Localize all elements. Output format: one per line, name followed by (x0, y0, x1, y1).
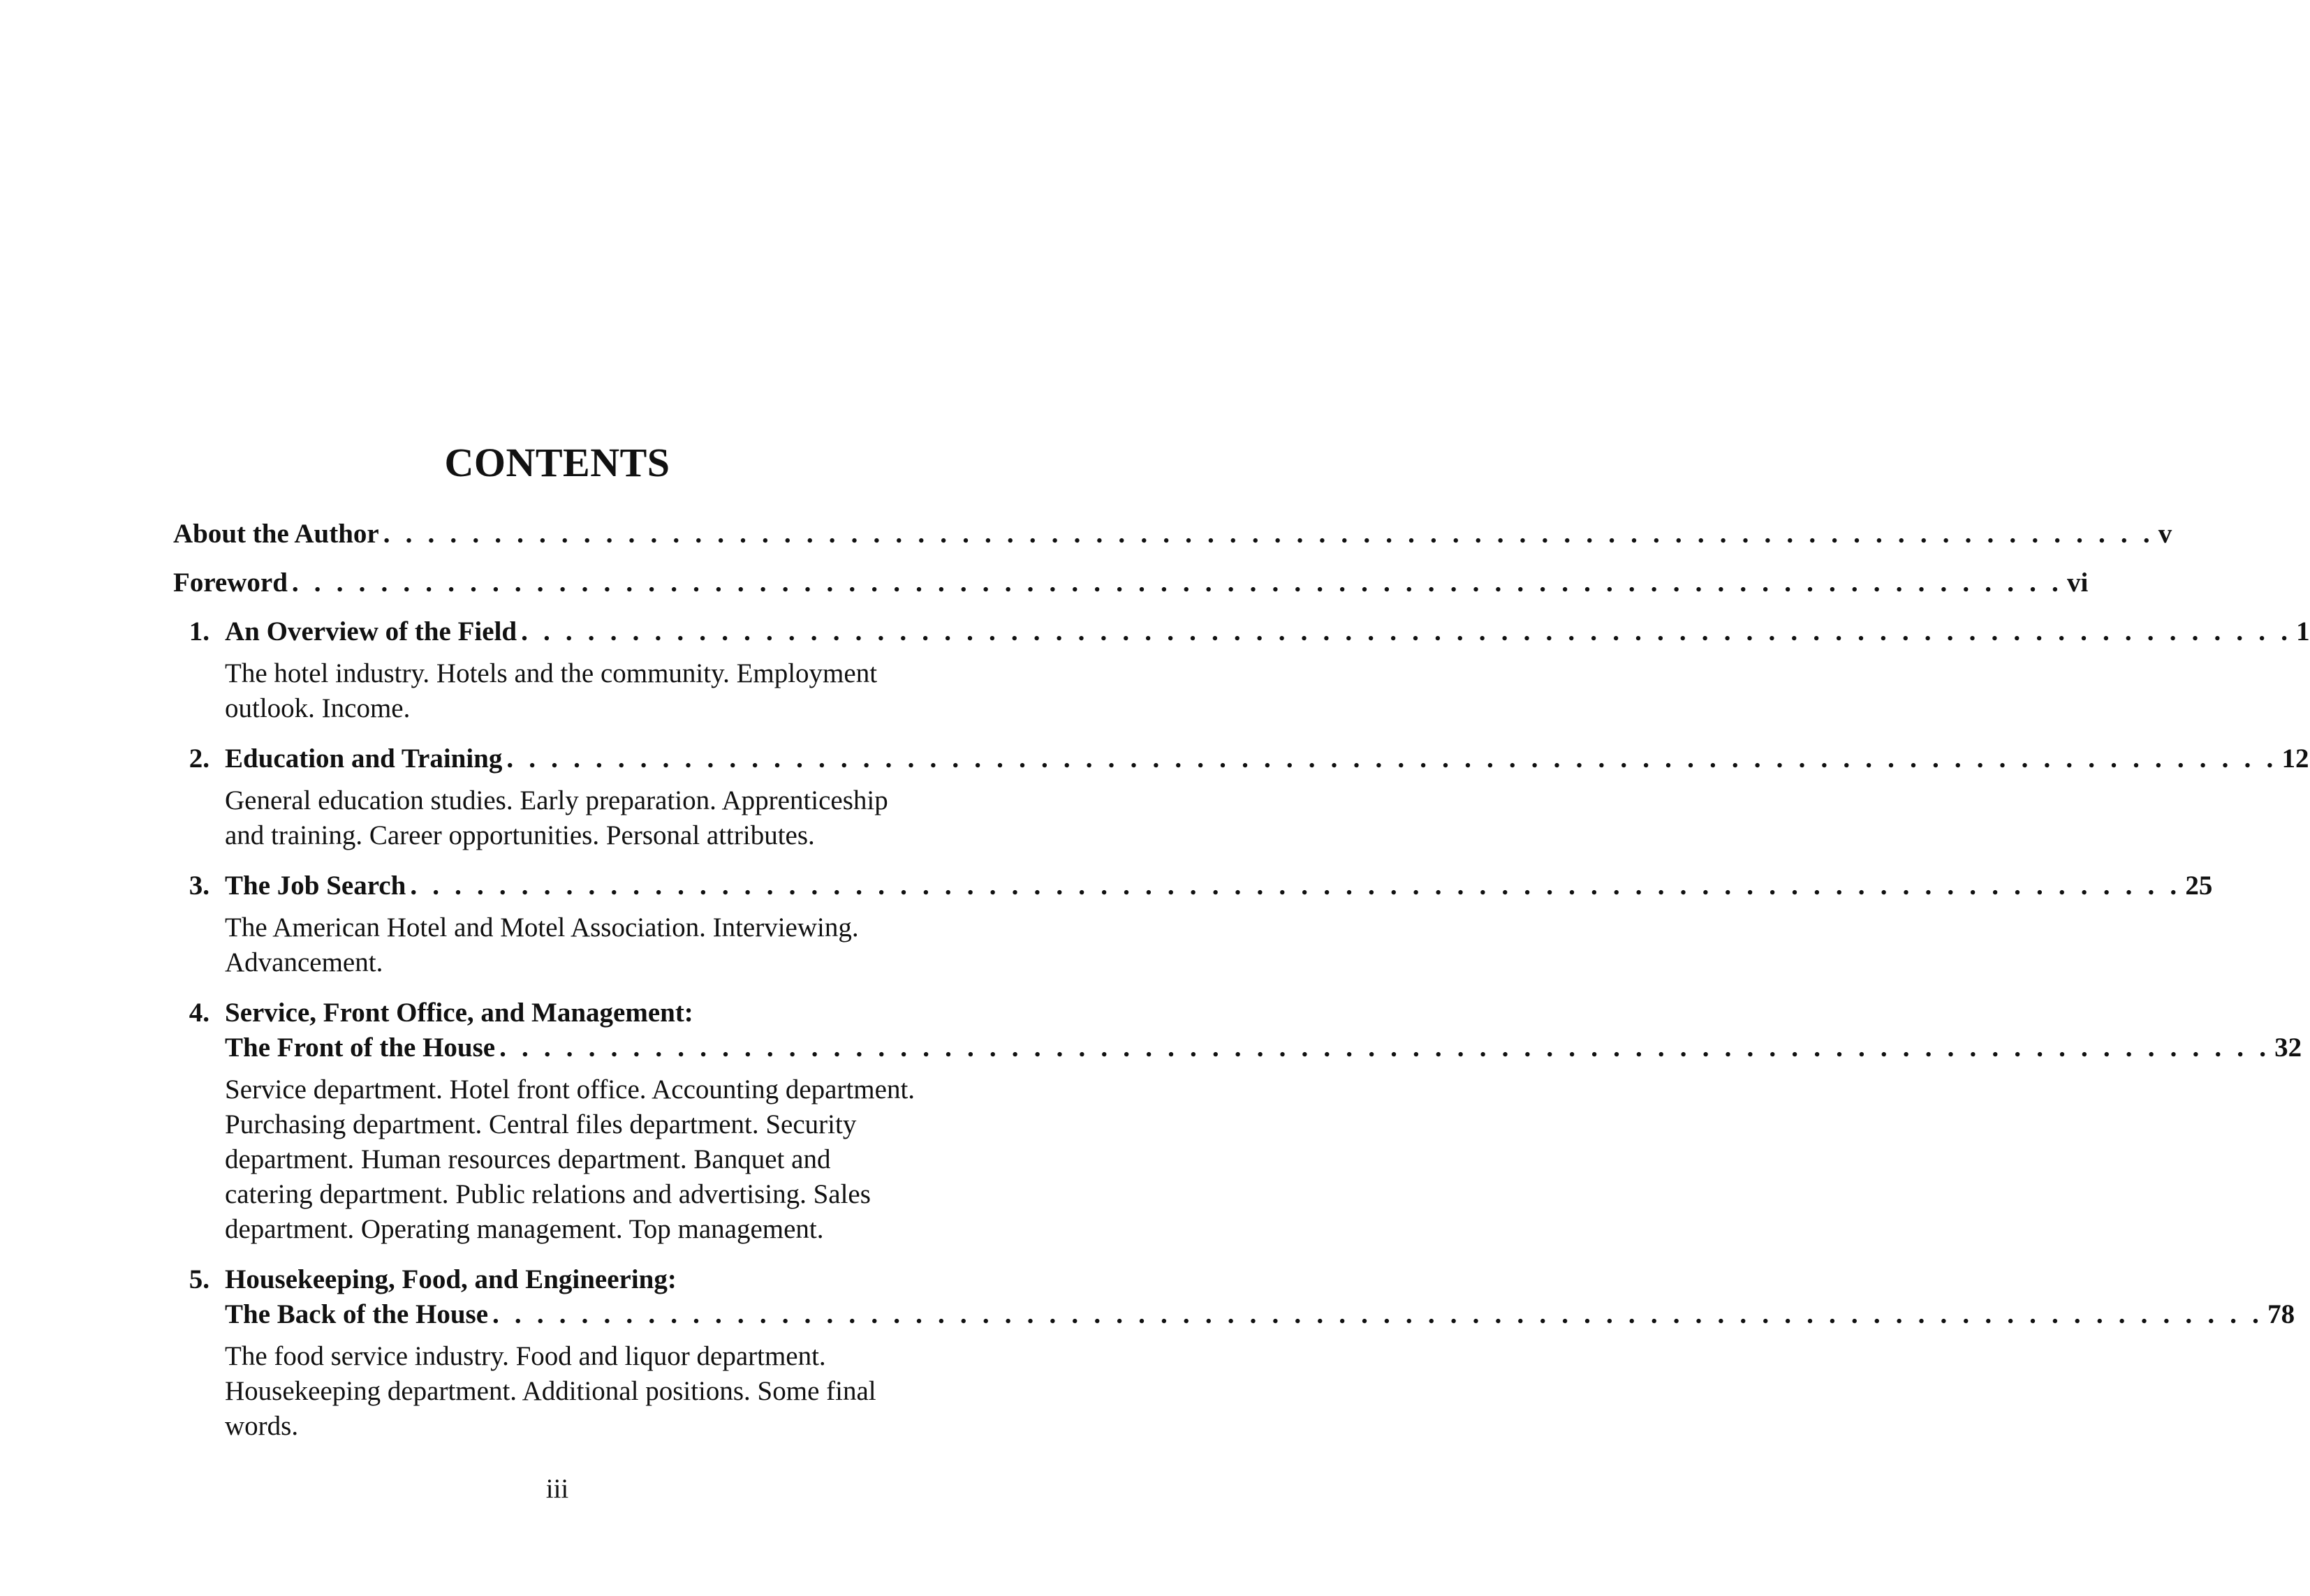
toc-entry-heading (173, 741, 2309, 776)
page-title: CONTENTS (444, 440, 670, 485)
toc-entry-title: An Overview of the Field (225, 616, 517, 646)
toc-entry-chapter-4[interactable] (173, 996, 2302, 1247)
toc-entry-page-number: v (2158, 519, 2172, 549)
dot-leader: . . . . . . . . . . . . . . . . . . . . . . . . . . . . . . . . . . . . . . . . . . . . . . . . . . . . . . . . . . . . . . . . . . . . . . . . . . . . . . . . (506, 744, 2278, 774)
toc-entry-chapter-1[interactable] (173, 614, 2310, 726)
toc-entry-description: The American Hotel and Motel Association. Interviewing. Advancement. (225, 912, 859, 977)
toc-entry-chapter-2[interactable] (173, 741, 2309, 853)
toc-entry-heading (173, 869, 2213, 903)
toc-entry-description: The hotel industry. Hotels and the community. Employment outlook. Income. (225, 658, 878, 723)
dot-leader: . . . . . . . . . . . . . . . . . . . . . . . . . . . . . . . . . . . . . . . . . . . . . . . . . . . . . . . . . . . . . . . . . . . . . . . . . . . . . . . . (383, 519, 2154, 549)
toc-entry-about-the-author[interactable] (173, 517, 2172, 552)
toc-entry-number: 4. (189, 998, 209, 1028)
page-number-folio: iii (545, 1474, 569, 1504)
toc-entry-description: Service department. Hotel front office. Accounting department. Purchasing department. Central files department. Security department. Human resources department. Banquet and catering department. Public relations and advertising. Sales department. Operating management. Top management. (225, 1074, 915, 1244)
toc-entry-page-number: 1 (2296, 616, 2310, 646)
toc-entry-number: 3. (189, 871, 209, 901)
toc-entry-title-line-1: Service, Front Office, and Management: (225, 998, 693, 1028)
table-of-contents (173, 517, 2310, 1444)
toc-entry-page-number: vi (2066, 568, 2089, 598)
toc-entry-heading (173, 996, 2302, 1065)
toc-entry-title: The Front of the House (225, 1033, 496, 1063)
toc-entry-heading (173, 614, 2310, 649)
toc-entry-number: 1. (189, 616, 209, 646)
toc-entry-title: About the Author (173, 519, 379, 549)
dot-leader: . . . . . . . . . . . . . . . . . . . . . . . . . . . . . . . . . . . . . . . . . . . . . . . . . . . . . . . . . . . . . . . . . . . . . . . . . . . . . . . . (291, 568, 2063, 598)
toc-entry-heading (173, 1262, 2295, 1332)
toc-entry-page-number: 12 (2281, 744, 2309, 774)
toc-entry-foreword[interactable] (173, 566, 2089, 600)
dot-leader: . . . . . . . . . . . . . . . . . . . . . . . . . . . . . . . . . . . . . . . . . . . . . . . . . . . . . . . . . . . . . . . . . . . . . . . . . . . . . . . . (410, 871, 2182, 901)
toc-entry-chapter-5[interactable] (173, 1262, 2295, 1444)
toc-entry-number: 2. (189, 744, 209, 774)
toc-entry-number: 5. (189, 1264, 209, 1294)
toc-entry-title: The Job Search (225, 871, 406, 901)
toc-entry-page-number: 78 (2267, 1299, 2295, 1329)
toc-entry-description: General education studies. Early preparation. Apprenticeship and training. Career opportunities. Personal attributes. (225, 785, 888, 850)
toc-entry-title: Foreword (173, 568, 288, 598)
toc-entry-page-number: 32 (2274, 1033, 2302, 1063)
dot-leader: . . . . . . . . . . . . . . . . . . . . . . . . . . . . . . . . . . . . . . . . . . . . . . . . . . . . . . . . . . . . . . . . . . . . . . . . . . . . . . . . (492, 1299, 2264, 1329)
dot-leader: . . . . . . . . . . . . . . . . . . . . . . . . . . . . . . . . . . . . . . . . . . . . . . . . . . . . . . . . . . . . . . . . . . . . . . . . . . . . . . . . (521, 616, 2293, 646)
toc-entry-page-number: 25 (2185, 871, 2213, 901)
dot-leader: . . . . . . . . . . . . . . . . . . . . . . . . . . . . . . . . . . . . . . . . . . . . . . . . . . . . . . . . . . . . . . . . . . . . . . . . . . . . . . . . (499, 1033, 2271, 1063)
toc-entry-description: The food service industry. Food and liquor department. Housekeeping department. Additional positions. Some final words. (225, 1341, 876, 1441)
toc-entry-title: The Back of the House (225, 1299, 489, 1329)
toc-entry-title: Education and Training (225, 744, 503, 774)
toc-entry-title-line-1: Housekeeping, Food, and Engineering: (225, 1264, 677, 1294)
toc-entry-chapter-3[interactable] (173, 869, 2213, 980)
toc-entry-heading (173, 517, 2172, 552)
toc-entry-heading (173, 566, 2089, 600)
